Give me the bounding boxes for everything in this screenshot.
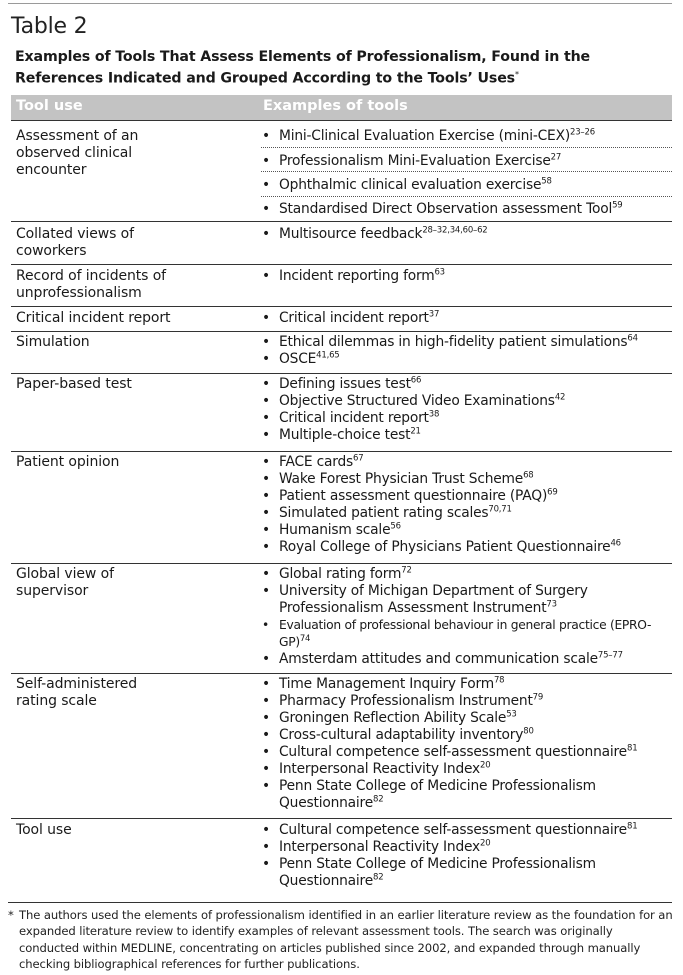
tool-name-text: Multiple-choice test	[279, 427, 411, 443]
column-header-examples: Examples of tools	[263, 98, 408, 114]
bullet-icon: •	[262, 505, 270, 521]
reference-superscript: 59	[612, 200, 623, 211]
reference-superscript: 20	[480, 760, 491, 771]
bullet-icon: •	[262, 856, 270, 872]
tool-use-cell: Tool use	[16, 822, 72, 838]
tool-name-text: Amsterdam attitudes and communication scale	[279, 651, 598, 667]
tool-name	[279, 427, 421, 444]
bullet-icon: •	[262, 761, 270, 777]
tool-name	[279, 454, 363, 471]
tool-name	[279, 334, 638, 351]
tool-list-item	[262, 710, 517, 727]
tool-name-text: OSCE	[279, 351, 317, 367]
bullet-icon: •	[262, 410, 270, 426]
reference-superscript: 72	[401, 565, 412, 576]
tool-use-cell: Assessment of an observed clinical encounter	[16, 128, 139, 178]
tool-list-item	[262, 583, 677, 617]
reference-superscript: 38	[428, 409, 440, 420]
bullet-icon: •	[262, 618, 269, 632]
tool-list-item	[262, 410, 439, 427]
tool-name-text: Groningen Reflection Ability Scale	[279, 710, 507, 726]
tool-name	[279, 617, 677, 651]
tool-name	[279, 393, 565, 410]
reference-superscript: 81	[626, 821, 638, 832]
bullet-icon: •	[262, 153, 270, 169]
tool-name	[279, 539, 621, 556]
tool-name-text: Global rating form	[279, 566, 402, 582]
reference-superscript: 63	[434, 267, 445, 278]
tool-name-text: Ophthalmic clinical evaluation exercise	[279, 177, 542, 193]
tool-name-text: Standardised Direct Observation assessment Tool	[279, 201, 613, 217]
tool-name-text: Professionalism Mini-Evaluation Exercise	[279, 153, 551, 169]
tool-use-cell: Patient opinion	[16, 454, 120, 470]
tool-name-text: Defining issues test	[279, 376, 411, 392]
row-separator	[11, 818, 672, 819]
tool-name-text: Interpersonal Reactivity Index	[279, 839, 481, 855]
tool-name-text: Critical incident report	[279, 310, 429, 326]
tool-name	[279, 471, 534, 488]
tool-list-item	[262, 839, 490, 856]
tool-name	[279, 693, 543, 710]
tool-name	[279, 177, 552, 194]
dotted-separator	[261, 147, 672, 148]
tool-name	[279, 310, 439, 327]
reference-superscript: 42	[554, 392, 566, 403]
tool-name	[279, 410, 439, 427]
tool-name-text: Pharmacy Professionalism Instrument	[279, 693, 533, 709]
tool-name-text: Wake Forest Physician Trust Scheme	[279, 471, 524, 487]
tool-name	[279, 488, 558, 505]
top-rule	[8, 3, 672, 4]
reference-superscript: 67	[353, 453, 364, 464]
reference-superscript: 21	[410, 426, 421, 437]
bullet-icon: •	[262, 778, 270, 794]
tool-name	[279, 710, 517, 727]
tool-name	[279, 268, 445, 285]
tool-name-text: Objective Structured Video Examinations	[279, 393, 555, 409]
tool-list-item	[262, 744, 637, 761]
tool-name	[279, 522, 401, 539]
reference-superscript: 41,65	[316, 350, 340, 361]
tool-name-text: Multisource feedback	[279, 226, 423, 242]
tool-list-item	[262, 128, 595, 145]
tool-list-item	[262, 778, 677, 812]
reference-superscript: 23–26	[570, 127, 595, 138]
tool-list-item	[262, 693, 543, 710]
tool-name-text: University of Michigan Department of Surgery Professionalism Assessment Instrument	[279, 583, 588, 616]
bullet-icon: •	[262, 454, 270, 470]
reference-superscript: 53	[506, 709, 517, 720]
tool-list-item	[262, 427, 421, 444]
bullet-icon: •	[262, 583, 270, 599]
tool-name-text: Patient assessment questionnaire (PAQ)	[279, 488, 548, 504]
tool-name-text: Critical incident report	[279, 410, 429, 426]
tool-list-item	[262, 651, 623, 668]
bullet-icon: •	[262, 539, 270, 555]
tool-use-cell: Record of incidents of unprofessionalism	[16, 268, 167, 301]
tool-list-item	[262, 153, 561, 170]
dotted-separator	[261, 171, 672, 172]
tool-list-item	[262, 226, 488, 243]
tool-list-item	[262, 351, 340, 368]
tool-name	[279, 128, 595, 145]
bullet-icon: •	[262, 201, 270, 217]
tool-name-text: Penn State College of Medicine Professionalism Questionnaire	[279, 778, 596, 811]
table-label: Table 2	[11, 14, 88, 39]
tool-list-item	[262, 761, 490, 778]
bullet-icon: •	[262, 268, 270, 284]
tool-name	[279, 226, 488, 243]
tool-list-item	[262, 617, 677, 651]
tool-list-item	[262, 856, 677, 890]
bullet-icon: •	[262, 710, 270, 726]
bullet-icon: •	[262, 676, 270, 692]
tool-list-item	[262, 822, 637, 839]
row-separator	[11, 451, 672, 452]
tool-name-text: Ethical dilemmas in high-fidelity patient simulations	[279, 334, 628, 350]
reference-superscript: 81	[626, 743, 638, 754]
row-separator	[11, 563, 672, 564]
reference-superscript: 27	[550, 152, 562, 163]
tool-list-item	[262, 310, 439, 327]
tool-name-text: Incident reporting form	[279, 268, 435, 284]
reference-superscript: 70,71	[488, 504, 512, 515]
caption-footnote-marker: *	[514, 70, 519, 79]
tool-name	[279, 153, 561, 170]
tool-name-text: Humanism scale	[279, 522, 391, 538]
tool-use-cell: Self-administered rating scale	[16, 676, 138, 709]
tool-name-text: Interpersonal Reactivity Index	[279, 761, 481, 777]
tool-list-item	[262, 393, 565, 410]
bullet-icon: •	[262, 177, 270, 193]
footnote-text: The authors used the elements of professionalism identified in an earlier literature review as the foundation for an expanded literature review to identify examples of relevant assessment tools. The search was originally conducted within MEDLINE, concentrating on articles published since 2002, and expanded through manually checking bibliographical references for further publications.	[19, 908, 673, 972]
tool-list-item	[262, 454, 363, 471]
reference-superscript: 46	[610, 538, 621, 549]
tool-name-text: FACE cards	[279, 454, 354, 470]
reference-superscript: 74	[299, 633, 311, 644]
tool-use-cell: Collated views of coworkers	[16, 226, 134, 259]
tool-name-text: Evaluation of professional behaviour in general practice (EPRO-GP)	[279, 618, 652, 649]
tool-name	[279, 822, 637, 839]
tool-name-text: Mini-Clinical Evaluation Exercise (mini-CEX)	[279, 128, 571, 144]
reference-superscript: 66	[410, 375, 422, 386]
tool-name	[279, 376, 421, 393]
reference-superscript: 73	[546, 599, 557, 610]
tool-name-text: Cultural competence self-assessment questionnaire	[279, 744, 627, 760]
reference-superscript: 82	[373, 872, 384, 883]
tool-list-item	[262, 522, 401, 539]
tool-use-cell: Simulation	[16, 334, 90, 350]
bullet-icon: •	[262, 839, 270, 855]
tool-name-text: Royal College of Physicians Patient Questionnaire	[279, 539, 611, 555]
reference-superscript: 78	[493, 675, 505, 686]
dotted-separator	[261, 196, 672, 197]
tool-name	[279, 856, 677, 890]
tool-name-text: Time Management Inquiry Form	[279, 676, 494, 692]
tool-list-item	[262, 727, 534, 744]
tool-name	[279, 778, 677, 812]
tool-list-item	[262, 505, 512, 522]
bullet-icon: •	[262, 651, 270, 667]
row-separator	[11, 264, 672, 265]
bullet-icon: •	[262, 744, 270, 760]
tool-use-cell: Critical incident report	[16, 310, 171, 326]
tool-list-item	[262, 334, 638, 351]
tool-name	[279, 676, 504, 693]
reference-superscript: 69	[547, 487, 558, 498]
reference-superscript: 37	[428, 309, 440, 320]
reference-superscript: 20	[480, 838, 491, 849]
column-header-tool-use: Tool use	[16, 98, 83, 114]
tool-name	[279, 351, 340, 368]
footnote	[8, 907, 674, 973]
tool-name	[279, 583, 677, 617]
bullet-icon: •	[262, 427, 270, 443]
tool-list-item	[262, 376, 421, 393]
reference-superscript: 64	[627, 333, 638, 344]
bullet-icon: •	[262, 522, 270, 538]
tool-name-text: Penn State College of Medicine Professionalism Questionnaire	[279, 856, 596, 889]
row-separator	[11, 673, 672, 674]
tool-name	[279, 727, 534, 744]
reference-superscript: 28–32,34,60–62	[422, 225, 488, 236]
tool-use-cell: Global view of supervisor	[16, 566, 114, 599]
reference-superscript: 79	[532, 692, 544, 703]
tool-name	[279, 651, 623, 668]
tool-name-text: Cultural competence self-assessment questionnaire	[279, 822, 627, 838]
reference-superscript: 80	[523, 726, 534, 737]
tool-list-item	[262, 676, 504, 693]
bullet-icon: •	[262, 376, 270, 392]
tool-list-item	[262, 471, 534, 488]
tool-list-item	[262, 566, 412, 583]
bullet-icon: •	[262, 334, 270, 350]
reference-superscript: 58	[541, 176, 552, 187]
tool-name	[279, 839, 490, 856]
bullet-icon: •	[262, 822, 270, 838]
bullet-icon: •	[262, 351, 270, 367]
footnote-rule	[8, 902, 672, 903]
bullet-icon: •	[262, 488, 270, 504]
bullet-icon: •	[262, 727, 270, 743]
bullet-icon: •	[262, 128, 270, 144]
footnote-marker: *	[8, 908, 14, 922]
tool-name	[279, 761, 490, 778]
tool-list-item	[262, 177, 552, 194]
tool-name	[279, 505, 512, 522]
bullet-icon: •	[262, 310, 270, 326]
row-separator	[11, 373, 672, 374]
row-separator	[11, 306, 672, 307]
tool-list-item	[262, 201, 623, 218]
bullet-icon: •	[262, 226, 270, 242]
tool-name-text: Simulated patient rating scales	[279, 505, 489, 521]
reference-superscript: 68	[523, 470, 534, 481]
bullet-icon: •	[262, 393, 270, 409]
row-separator	[11, 120, 672, 121]
bullet-icon: •	[262, 471, 270, 487]
tool-name-text: Cross-cultural adaptability inventory	[279, 727, 524, 743]
reference-superscript: 56	[390, 521, 401, 532]
table-caption	[15, 49, 655, 88]
tool-list-item	[262, 488, 558, 505]
tool-list-item	[262, 268, 445, 285]
row-separator	[11, 331, 672, 332]
bullet-icon: •	[262, 566, 270, 582]
bullet-icon: •	[262, 693, 270, 709]
tool-name	[279, 201, 623, 218]
tool-use-cell: Paper-based test	[16, 376, 132, 392]
tool-name	[279, 566, 412, 583]
tool-list-item	[262, 539, 621, 556]
row-separator	[11, 221, 672, 222]
reference-superscript: 82	[373, 794, 384, 805]
tool-name	[279, 744, 637, 761]
caption-text: Examples of Tools That Assess Elements of Professionalism, Found in the References Indicated and Grouped According to the Tools’ Uses	[15, 49, 591, 87]
reference-superscript: 75–77	[597, 650, 623, 661]
